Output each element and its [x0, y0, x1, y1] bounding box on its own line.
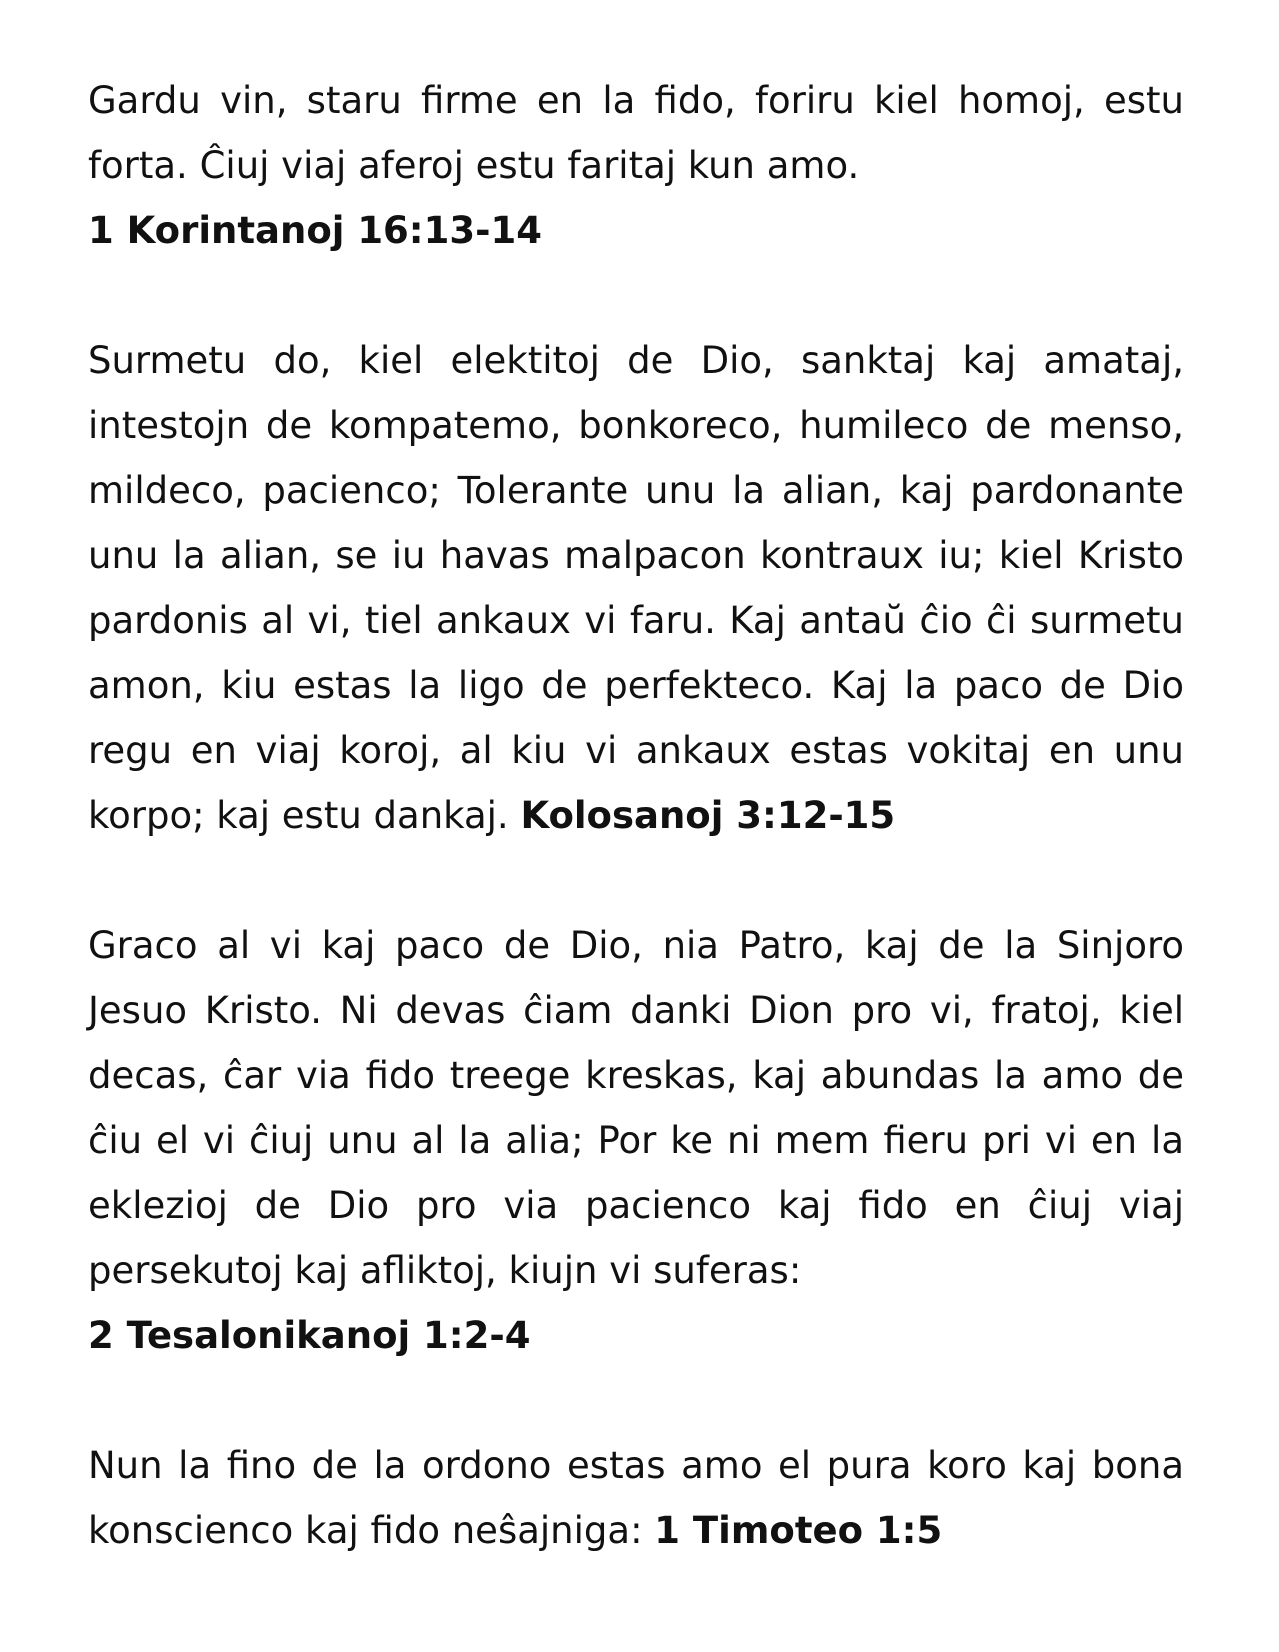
passage-reference: Kolosanoj 3:12-15	[520, 794, 896, 837]
passage-reference: 1 Korintanoj 16:13-14	[88, 209, 542, 252]
passage-text: Nun la fino de la ordono estas amo el pura koro kaj bona konscienco kaj fido neŝajniga:	[88, 1444, 1184, 1552]
passage-1-timoteo	[88, 1433, 1184, 1563]
passage-kolosanoj	[88, 328, 1184, 848]
passage-text: Surmetu do, kiel elektitoj de Dio, sanktaj kaj amataj, intestojn de kompatemo, bonkoreco, humileco de menso, mildeco, pacienco; Tolerante unu la alian, kaj pardonante unu la alian, se iu havas malpacon kontraux iu; kiel Kristo pardonis al vi, tiel ankaux vi faru. Kaj antaŭ ĉio ĉi surmetu amon, kiu estas la ligo de perfekteco. Kaj la paco de Dio regu en viaj koroj, al kiu vi ankaux estas vokitaj en unu korpo; kaj estu dankaj.	[88, 339, 1184, 837]
passage-2-tesalonikanoj	[88, 913, 1184, 1368]
passage-reference: 2 Tesalonikanoj 1:2-4	[88, 1314, 531, 1357]
document-page	[88, 68, 1184, 1563]
passage-text: Graco al vi kaj paco de Dio, nia Patro, kaj de la Sinjoro Jesuo Kristo. Ni devas ĉiam danki Dion pro vi, fratoj, kiel decas, ĉar via fido treege kreskas, kaj abundas la amo de ĉiu el vi ĉiuj unu al la alia; Por ke ni mem fieru pri vi en la eklezioj de Dio pro via pacienco kaj fido en ĉiuj viaj persekutoj kaj afliktoj, kiujn vi suferas:	[88, 924, 1184, 1292]
passage-1-korintanoj	[88, 68, 1184, 263]
passage-text: Gardu vin, staru firme en la fido, foriru kiel homoj, estu forta. Ĉiuj viaj aferoj estu faritaj kun amo.	[88, 79, 1184, 187]
passage-reference: 1 Timoteo 1:5	[654, 1509, 943, 1552]
